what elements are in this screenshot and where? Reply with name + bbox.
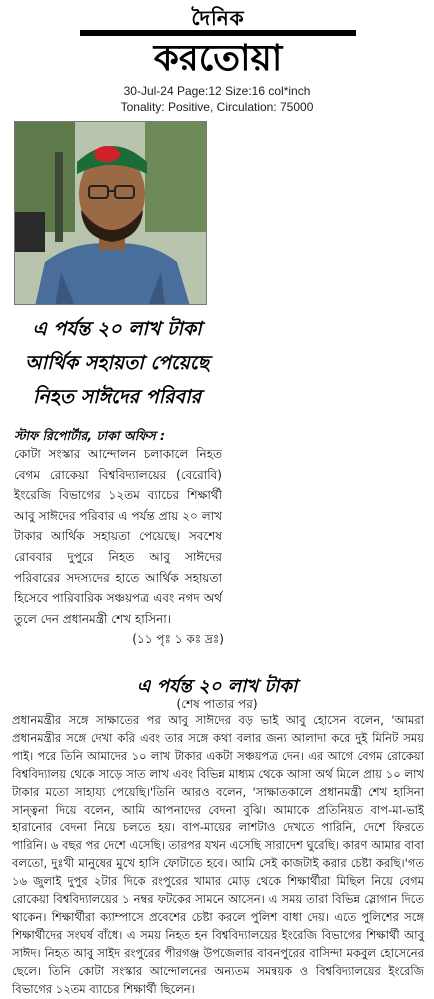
portrait-photo: [14, 121, 207, 305]
byline: স্টাফ রিপোর্টার, ঢাকা অফিস :: [14, 428, 166, 443]
lead-paragraph: কোটা সংস্কার আন্দোলন চলাকালে নিহত বেগম রোকেয়া বিশ্ববিদ্যালয়ের (বেরোবি) ইংরেজি বিভাগের ১২তম ব্যাচের শিক্ষার্থী আবু সাঈদের পরিবার এ পর্যন্ত প্রায় ২০ লাখ টাকার আর্থিক সহায়তা পেয়েছে। সবশেষ রোববার দুপুরে নিহত আবু সাঈদের পরিবারের সদস্যদের হাতে আর্থিক সহায়তা হিসেবে পারিবারিক সঞ্চয়পত্র এবং নগদ অর্থ তুলে দেন প্রধানমন্ত্রী শেখ হাসিনা।: [14, 447, 222, 626]
clipping-meta-date: 30-Jul-24 Page:12 Size:16 col*inch: [123, 84, 311, 98]
continuation-subtitle: (শেষ পাতার পর): [176, 697, 258, 711]
masthead: [0, 0, 434, 80]
continuation-body: প্রধানমন্ত্রীর সঙ্গে সাক্ষাতের পর আবু সাঈদের বড় ভাই আবু হোসেন বলেন, 'আমরা প্রধানমন্ত্রীর সঙ্গে দেখা করি এবং তার সঙ্গে কথা বলার জন্য আলাদা করে দুই মিনিট সময় পাই। পরে তিনি আমাদের ১০ লাখ টাকার একটা সঞ্চয়পত্র দেন। এর আগে বেগম রোকেয়া বিশ্ববিদ্যালয় থেকে সাড়ে সাত লাখ এবং বিভিন্ন মাধ্যম থেকে আসা অর্থ মিলে প্রায় ১০ লাখ টাকার মতো সাহায্য পেয়েছি।'তিনি আরও বলেন, 'সাক্ষাতকালে প্রধানমন্ত্রী শেখ হাসিনা সান্ত্বনা দিয়ে বলেন, আমি আপনাদের বেদনা বুঝি। আমাকে প্রতিনিয়ত বাপ-মা-ভাই হারানোর বেদনা নিয়ে চলতে হয়। বাপ-মায়ের লাশটাও দেখতে পারিনি, দেশে ফিরতে পারিনি। ৬ বছর পর দেশে এসেছি। তারপর যখন এসেছি সারাদেশ ঘুরেছি। কারণ আমার বাবা বলতো, দুঃখী মানুষের মুখে হাসি ফোটাতে হবে। আমি সেই কাজটাই করার চেষ্টা করছি।'গত ১৬ জুলাই দুপুর ২টার দিকে রংপুরের খামার মোড় থেকে শিক্ষার্থীরা মিছিল নিয়ে বেগম রোকেয়া বিশ্ববিদ্যালয়ের ১ নম্বর ফটকের সামনে আসেন। এ সময় তারা বিভিন্ন স্লোগান দিতে থাকেন। শিক্ষার্থীরা ক্যাম্পাসে প্রবেশের চেষ্টা করলে পুলিশ বাধা দেয়। এতে পুলিশের সঙ্গে শিক্ষার্থীদের সংঘর্ষ বাঁধে। এ সময় নিহত হন বিশ্ববিদ্যালয়ের ইংরেজি বিভাগের শিক্ষার্থী আবু সাঈদ। নিহত আবু সাইদ রংপুরের পীরগঞ্জ উপজেলার বাবনপুরের বাসিন্দা মকবুল হোসেনের ছেলে। তিনি কোটা সংস্কার আন্দোলনের অন্যতম সমন্বয়ক ও বিশ্ববিদ্যালয়ের ইংরেজি বিভাগের ১২তম ব্যাচের শিক্ষার্থী ছিলেন।: [12, 713, 424, 996]
masthead-title: করতোয়া: [80, 30, 356, 74]
headline-line-2: আর্থিক সহায়তা পেয়েছে: [24, 352, 209, 374]
headline-line-3: নিহত সাঈদের পরিবার: [32, 386, 202, 408]
masthead-small-title: দৈনিক: [191, 6, 245, 30]
jump-reference: (১১ পৃঃ ১ কঃ দ্রঃ): [132, 632, 224, 646]
continuation-title: এ পর্যন্ত ২০ লাখ টাকা: [136, 676, 298, 697]
portrait-illustration: [15, 122, 207, 305]
headline-line-1: এ পর্যন্ত ২০ লাখ টাকা: [32, 318, 202, 340]
clipping-meta-tonality: Tonality: Positive, Circulation: 75000: [120, 100, 314, 114]
